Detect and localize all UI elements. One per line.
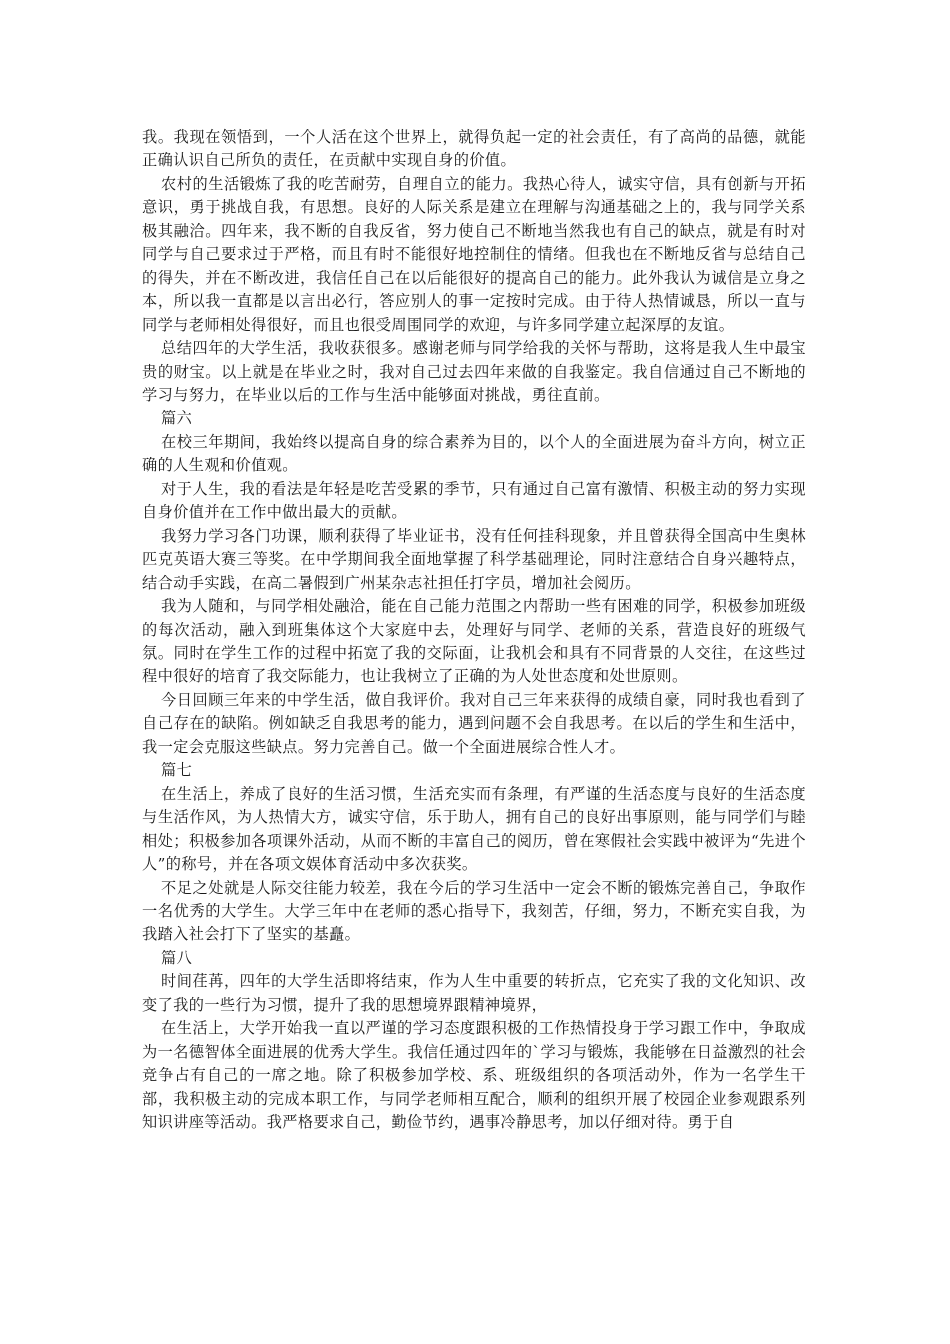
paragraph: 不足之处就是人际交往能力较差，我在今后的学习生活中一定会不断的锻炼完善自己，争取作一名优秀的大学生。大学三年中在老师的悉心指导下，我刻苦，仔细，努力，不断充实自我，为我踏入社会打下了坚实的基矗。 <box>142 878 806 944</box>
paragraph: 我。我现在领悟到，一个人活在这个世界上，就得负起一定的社会责任，有了高尚的品德，就能正确认识自己所负的责任，在贡献中实现自身的价值。 <box>142 128 806 170</box>
section-heading: 篇七 <box>161 761 193 780</box>
paragraph: 在校三年期间，我始终以提高自身的综合素养为目的，以个人的全面进展为奋斗方向，树立正确的人生观和价值观。 <box>142 432 806 475</box>
paragraph: 对于人生，我的看法是年轻是吃苦受累的季节，只有通过自己富有激情、积极主动的努力实现自身价值并在工作中做出最大的贡献。 <box>142 479 806 522</box>
document-body <box>142 126 806 1134</box>
section-heading: 篇六 <box>161 409 193 428</box>
section-heading: 篇八 <box>161 948 193 967</box>
paragraph: 总结四年的大学生活，我收获很多。感谢老师与同学给我的关怀与帮助，这将是我人生中最宝贵的财宝。以上就是在毕业之时，我对自己过去四年来做的自我鉴定。我自信通过自己不断地的学习与努力，在毕业以后的工作与生活中能够面对挑战，勇往直前。 <box>142 339 806 404</box>
paragraph: 在生活上，养成了良好的生活习惯，生活充实而有条理，有严谨的生活态度与良好的生活态度与生活作风，为人热情大方，诚实守信，乐于助人，拥有自己的良好出事原则，能与同学们与睦相处；积极参加各项课外活动，从而不断的丰富自己的阅历，曾在寒假社会实践中被评为“先进个人”的称号，并在各项文娱体育活动中多次获奖。 <box>142 784 806 874</box>
paragraph: 农村的生活锻炼了我的吃苦耐劳，自理自立的能力。我热心待人，诚实守信，具有创新与开拓意识，勇于挑战自我，有思想。良好的人际关系是建立在理解与沟通基础之上的，我与同学关系极其融洽。四年来，我不断的自我反省，努力使自己不断地当然我也有自己的缺点，就是有时对同学与自己要求过于严格，而且有时不能很好地控制住的情绪。但我也在不断地反省与总结自己的得失，并在不断改进，我信任自己在以后能很好的提高自己的能力。此外我认为诚信是立身之本，所以我一直都是以言出必行，答应别人的事一定按时完成。由于待人热情诚恳，所以一直与同学与老师相处得很好，而且也很受周围同学的欢迎，与许多同学建立起深厚的友谊。 <box>142 174 806 334</box>
paragraph: 在生活上，大学开始我一直以严谨的学习态度跟积极的工作热情投身于学习跟工作中，争取成为一名德智体全面进展的优秀大学生。我信任通过四年的`学习与锻炼，我能够在日益激烈的社会竞争占有自己的一席之地。除了积极参加学校、系、班级组织的各项活动外，作为一名学生干部，我积极主动的完成本职工作，与同学老师相互配合，顺利的组织开展了校园企业参观跟系列知识讲座等活动。我严格要求自己，勤俭节约，遇事冷静思考，加以仔细对待。勇于自 <box>142 1019 806 1132</box>
paragraph: 我努力学习各门功课，顺利获得了毕业证书，没有任何挂科现象，并且曾获得全国高中生奥林匹克英语大赛三等奖。在中学期间我全面地掌握了科学基础理论，同时注意结合自身兴趣特点，结合动手实践，在高二暑假到广州某杂志社担任打字员，增加社会阅历。 <box>142 526 806 592</box>
paragraph: 今日回顾三年来的中学生活，做自我评价。我对自己三年来获得的成绩自豪，同时我也看到了自己存在的缺陷。例如缺乏自我思考的能力，遇到问题不会自我思考。在以后的学生和生活中，我一定会克服这些缺点。努力完善自己。做一个全面进展综合性人才。 <box>142 690 806 756</box>
paragraph: 时间荏苒，四年的大学生活即将结束，作为人生中重要的转折点，它充实了我的文化知识、改变了我的一些行为习惯，提升了我的思想境界跟精神境界， <box>142 972 806 1014</box>
paragraph: 我为人随和，与同学相处融洽，能在自己能力范围之内帮助一些有困难的同学，积极参加班级的每次活动，融入到班集体这个大家庭中去，处理好与同学、老师的关系，营造良好的班级气氛。同时在学生工作的过程中拓宽了我的交际面，让我机会和具有不同背景的人交往，在这些过程中很好的培育了我交际能力，也让我树立了正确的为人处世态度和处世原则。 <box>142 597 806 686</box>
